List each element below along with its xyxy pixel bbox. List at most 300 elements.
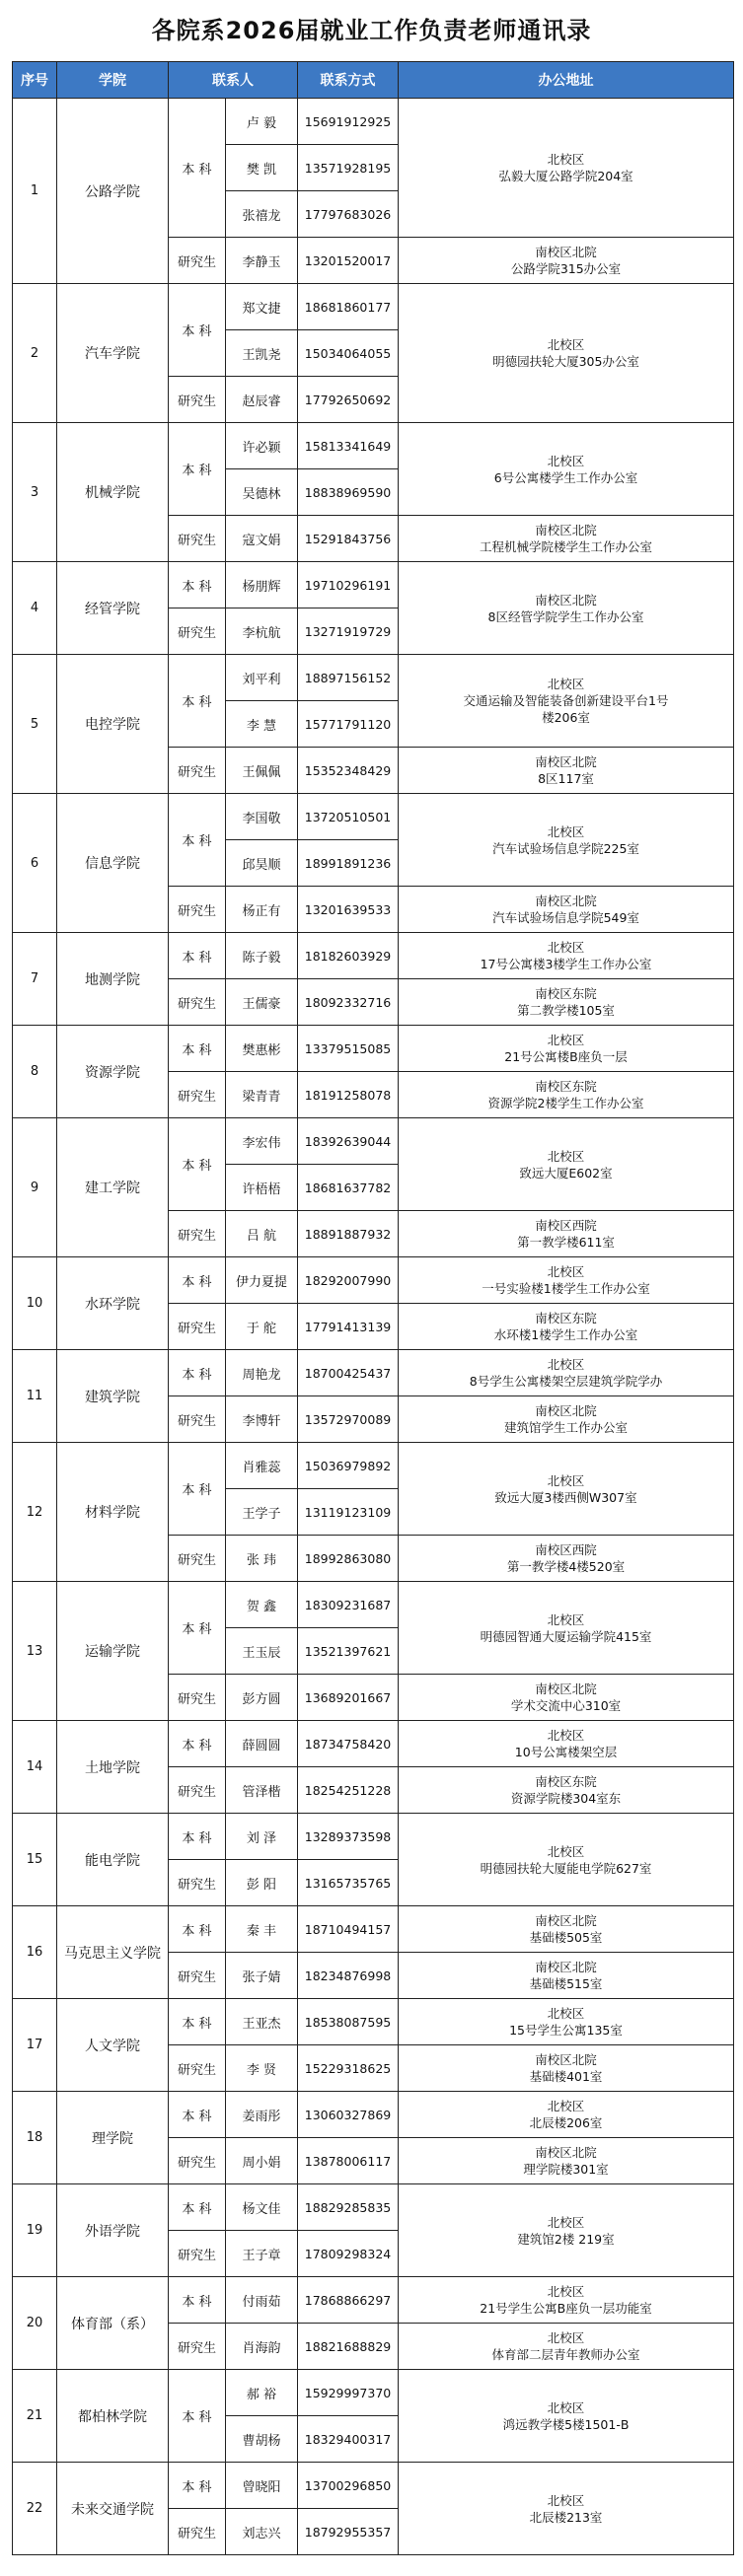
contact-name: 张禧龙 — [226, 191, 298, 238]
address-line: 南校区北院 — [535, 1682, 597, 1696]
program-type: 本 科 — [169, 284, 226, 377]
college-name: 机械学院 — [57, 423, 169, 562]
table-row — [13, 2092, 734, 2138]
contact-name: 李静玉 — [226, 238, 298, 284]
contact-name: 肖雅蕊 — [226, 1443, 298, 1489]
address-line: 北校区 — [547, 1843, 585, 1859]
office-address — [399, 1443, 734, 1536]
office-address — [399, 1906, 734, 1953]
program-type: 研究生 — [169, 1396, 226, 1443]
contact-phone: 18891887932 — [298, 1211, 399, 1257]
row-index: 4 — [13, 562, 57, 655]
contact-name: 李博轩 — [226, 1396, 298, 1443]
program-type: 研究生 — [169, 1767, 226, 1814]
program-type: 本 科 — [169, 933, 226, 979]
college-name: 电控学院 — [57, 655, 169, 794]
address-line: 资源学院楼304室东 — [510, 1791, 622, 1806]
contact-phone: 15036979892 — [298, 1443, 399, 1489]
contact-name: 薛圆圆 — [226, 1721, 298, 1767]
office-address — [399, 1953, 734, 1999]
address-line: 北校区 — [547, 823, 585, 839]
address-line: 第二教学楼105室 — [517, 1003, 615, 1018]
row-index: 18 — [13, 2092, 57, 2184]
contact-name: 曾晓阳 — [226, 2463, 298, 2509]
office-address — [399, 2184, 734, 2277]
address-line: 南校区北院 — [535, 523, 597, 537]
contact-phone: 18710494157 — [298, 1906, 399, 1953]
contact-name: 王子章 — [226, 2231, 298, 2277]
address-line: 21号公寓楼B座负一层 — [504, 1049, 628, 1064]
office-address — [399, 2324, 734, 2370]
address-line: 体育部二层青年教师办公室 — [491, 2347, 640, 2362]
college-name: 公路学院 — [57, 99, 169, 284]
address-line: 北校区 — [547, 337, 585, 352]
address-line: 建筑馆2楼 219室 — [517, 2231, 615, 2247]
office-address — [399, 1721, 734, 1767]
program-type: 研究生 — [169, 1536, 226, 1582]
contact-name: 伊力夏提 — [226, 1257, 298, 1304]
contact-phone: 15771791120 — [298, 701, 399, 748]
contact-name: 樊惠彬 — [226, 1026, 298, 1072]
program-type: 研究生 — [169, 608, 226, 655]
address-line: 楼206室 — [542, 710, 590, 725]
address-line: 汽车试验场信息学院549室 — [492, 910, 639, 925]
program-type: 研究生 — [169, 1953, 226, 1999]
contact-name: 付雨茹 — [226, 2277, 298, 2324]
contact-phone: 13201639533 — [298, 887, 399, 933]
contact-name: 王凯尧 — [226, 330, 298, 377]
table-row — [13, 1443, 734, 1489]
program-type: 本 科 — [169, 1721, 226, 1767]
address-line: 鸿远教学楼5楼1501-B — [502, 2416, 630, 2432]
program-type: 本 科 — [169, 1999, 226, 2045]
contact-phone: 18838969590 — [298, 469, 399, 516]
college-name: 马克思主义学院 — [57, 1906, 169, 1999]
table-row — [13, 1118, 734, 1165]
contact-name: 寇文娟 — [226, 516, 298, 562]
address-line: 工程机械学院楼学生工作办公室 — [479, 539, 652, 554]
contact-phone: 13201520017 — [298, 238, 399, 284]
row-index: 10 — [13, 1257, 57, 1350]
address-line: 北校区 — [547, 2399, 585, 2415]
contact-name: 吴德林 — [226, 469, 298, 516]
table-row — [13, 2277, 734, 2324]
office-address — [399, 2045, 734, 2092]
address-line: 北校区 — [547, 1611, 585, 1627]
program-type: 本 科 — [169, 423, 226, 516]
office-address — [399, 1304, 734, 1350]
address-line: 弘毅大厦公路学院204室 — [498, 169, 633, 183]
table-row — [13, 1721, 734, 1767]
table-row — [13, 794, 734, 840]
contact-name: 王学子 — [226, 1489, 298, 1536]
header-index: 序号 — [13, 62, 57, 99]
row-index: 6 — [13, 794, 57, 933]
program-type: 研究生 — [169, 238, 226, 284]
contact-phone: 15813341649 — [298, 423, 399, 469]
college-name: 土地学院 — [57, 1721, 169, 1814]
contact-phone: 18734758420 — [298, 1721, 399, 1767]
row-index: 13 — [13, 1582, 57, 1721]
office-address — [399, 1026, 734, 1072]
table-row — [13, 423, 734, 469]
college-name: 地测学院 — [57, 933, 169, 1026]
office-address — [399, 794, 734, 887]
office-address — [399, 516, 734, 562]
row-index: 22 — [13, 2463, 57, 2555]
program-type: 研究生 — [169, 516, 226, 562]
college-name: 经管学院 — [57, 562, 169, 655]
row-index: 11 — [13, 1350, 57, 1443]
table-row — [13, 2184, 734, 2231]
contact-phone: 18681860177 — [298, 284, 399, 330]
office-address — [399, 238, 734, 284]
college-name: 材料学院 — [57, 1443, 169, 1582]
program-type: 本 科 — [169, 1814, 226, 1860]
program-type: 本 科 — [169, 1443, 226, 1536]
program-type: 研究生 — [169, 748, 226, 794]
contact-name: 杨正有 — [226, 887, 298, 933]
office-address — [399, 1118, 734, 1211]
program-type: 本 科 — [169, 2463, 226, 2509]
header-contact: 联系人 — [169, 62, 298, 99]
contact-name: 吕 航 — [226, 1211, 298, 1257]
address-line: 第一教学楼611室 — [517, 1235, 615, 1250]
row-index: 15 — [13, 1814, 57, 1906]
contact-phone: 13521397621 — [298, 1628, 399, 1675]
college-name: 建筑学院 — [57, 1350, 169, 1443]
table-row — [13, 655, 734, 701]
address-line: 交通运输及智能装备创新建设平台1号 — [463, 693, 669, 708]
table-row — [13, 1257, 734, 1304]
contact-phone: 15929997370 — [298, 2370, 399, 2416]
address-line: 北辰楼213室 — [529, 2509, 603, 2525]
office-address — [399, 2277, 734, 2324]
contact-phone: 13878006117 — [298, 2138, 399, 2184]
table-row — [13, 1814, 734, 1860]
address-line: 资源学院2楼学生工作办公室 — [487, 1096, 644, 1110]
contact-name: 张子婧 — [226, 1953, 298, 1999]
contact-phone: 17797683026 — [298, 191, 399, 238]
contact-phone: 18897156152 — [298, 655, 399, 701]
program-type: 本 科 — [169, 2277, 226, 2324]
contact-phone: 19710296191 — [298, 562, 399, 608]
address-line: 北校区 — [547, 2284, 585, 2299]
address-line: 21号学生公寓B座负一层功能室 — [480, 2301, 652, 2316]
contact-phone: 18538087595 — [298, 1999, 399, 2045]
contact-name: 赵辰睿 — [226, 377, 298, 423]
row-index: 14 — [13, 1721, 57, 1814]
table-row — [13, 1999, 734, 2045]
contact-phone: 18092332716 — [298, 979, 399, 1026]
program-type: 本 科 — [169, 2092, 226, 2138]
contact-name: 曹胡杨 — [226, 2416, 298, 2463]
address-line: 北校区 — [547, 677, 585, 691]
office-address — [399, 2370, 734, 2463]
address-line: 南校区北院 — [535, 245, 597, 259]
address-line: 明德园扶轮大厦305办公室 — [492, 354, 639, 369]
contact-name: 郝 裕 — [226, 2370, 298, 2416]
table-row — [13, 1582, 734, 1628]
contact-name: 王佩佩 — [226, 748, 298, 794]
program-type: 研究生 — [169, 2509, 226, 2555]
program-type: 本 科 — [169, 99, 226, 238]
address-line: 8区经管学院学生工作办公室 — [487, 608, 644, 624]
table-row — [13, 1026, 734, 1072]
table-row — [13, 1906, 734, 1953]
address-line: 6号公寓楼学生工作办公室 — [493, 469, 638, 485]
address-line: 南校区北院 — [535, 592, 597, 608]
row-index: 16 — [13, 1906, 57, 1999]
program-type: 研究生 — [169, 887, 226, 933]
program-type: 本 科 — [169, 562, 226, 608]
table-header-row — [13, 62, 734, 99]
contact-phone: 15352348429 — [298, 748, 399, 794]
header-college: 学院 — [57, 62, 169, 99]
college-name: 信息学院 — [57, 794, 169, 933]
address-line: 北校区 — [547, 152, 585, 167]
contact-phone: 18182603929 — [298, 933, 399, 979]
office-address — [399, 2138, 734, 2184]
address-line: 一号实验楼1楼学生工作办公室 — [482, 1281, 650, 1296]
office-address — [399, 933, 734, 979]
contact-phone: 13165735765 — [298, 1860, 399, 1906]
address-line: 北校区 — [547, 2492, 585, 2508]
contact-phone: 13689201667 — [298, 1675, 399, 1721]
address-line: 南校区北院 — [535, 754, 597, 769]
address-line: 北校区 — [547, 1033, 585, 1047]
contact-phone: 13289373598 — [298, 1814, 399, 1860]
address-line: 南校区北院 — [535, 2052, 597, 2067]
address-line: 明德园扶轮大厦能电学院627室 — [480, 1860, 652, 1876]
program-type: 本 科 — [169, 2370, 226, 2463]
row-index: 7 — [13, 933, 57, 1026]
address-line: 北校区 — [547, 1148, 585, 1164]
address-line: 基础楼505室 — [529, 1930, 603, 1945]
contact-phone: 13571928195 — [298, 145, 399, 191]
address-line: 北校区 — [547, 1264, 585, 1279]
address-line: 南校区西院 — [535, 1218, 597, 1233]
address-line: 致远大厦3楼西侧W307室 — [494, 1489, 637, 1505]
program-type: 研究生 — [169, 1675, 226, 1721]
office-address — [399, 2092, 734, 2138]
address-line: 17号公寓楼3楼学生工作办公室 — [480, 957, 652, 971]
table-row — [13, 99, 734, 145]
address-line: 8区117室 — [538, 771, 594, 786]
contact-name: 管泽楷 — [226, 1767, 298, 1814]
program-type: 本 科 — [169, 794, 226, 887]
office-address — [399, 979, 734, 1026]
contact-name: 肖海韵 — [226, 2324, 298, 2370]
address-line: 建筑馆学生工作办公室 — [503, 1420, 628, 1435]
office-address — [399, 423, 734, 516]
contact-phone: 13379515085 — [298, 1026, 399, 1072]
program-type: 研究生 — [169, 2045, 226, 2092]
contact-name: 刘 泽 — [226, 1814, 298, 1860]
contact-phone: 18329400317 — [298, 2416, 399, 2463]
contact-name: 李宏伟 — [226, 1118, 298, 1165]
row-index: 5 — [13, 655, 57, 794]
contact-phone: 18992863080 — [298, 1536, 399, 1582]
address-line: 南校区东院 — [535, 1774, 597, 1789]
address-line: 南校区北院 — [535, 894, 597, 908]
address-line: 15号学生公寓135室 — [509, 2023, 623, 2038]
contact-name: 陈子毅 — [226, 933, 298, 979]
contact-phone: 13700296850 — [298, 2463, 399, 2509]
table-row — [13, 562, 734, 608]
contact-name: 贺 鑫 — [226, 1582, 298, 1628]
contact-phone: 18991891236 — [298, 840, 399, 887]
contact-name: 李 贤 — [226, 2045, 298, 2092]
program-type: 本 科 — [169, 1118, 226, 1211]
contact-phone: 13720510501 — [298, 794, 399, 840]
address-line: 北校区 — [547, 2330, 585, 2345]
office-address — [399, 99, 734, 238]
contact-name: 周小娟 — [226, 2138, 298, 2184]
college-name: 都柏林学院 — [57, 2370, 169, 2463]
address-line: 南校区东院 — [535, 1311, 597, 1325]
row-index: 3 — [13, 423, 57, 562]
contact-name: 李杭航 — [226, 608, 298, 655]
college-name: 资源学院 — [57, 1026, 169, 1118]
contact-name: 许必颖 — [226, 423, 298, 469]
contact-name: 秦 丰 — [226, 1906, 298, 1953]
address-line: 汽车试验场信息学院225室 — [492, 840, 639, 856]
office-address — [399, 1582, 734, 1675]
address-line: 明德园智通大厦运输学院415室 — [480, 1628, 652, 1644]
office-address — [399, 1257, 734, 1304]
program-type: 本 科 — [169, 1257, 226, 1304]
contact-phone: 18792955357 — [298, 2509, 399, 2555]
office-address — [399, 1767, 734, 1814]
program-type: 研究生 — [169, 1211, 226, 1257]
address-line: 北校区 — [547, 1728, 585, 1743]
contact-phone: 17868866297 — [298, 2277, 399, 2324]
contact-phone: 18829285835 — [298, 2184, 399, 2231]
contact-phone: 13060327869 — [298, 2092, 399, 2138]
contact-phone: 18292007990 — [298, 1257, 399, 1304]
row-index: 19 — [13, 2184, 57, 2277]
contact-name: 刘志兴 — [226, 2509, 298, 2555]
address-line: 南校区东院 — [535, 1079, 597, 1094]
contact-phone: 13271919729 — [298, 608, 399, 655]
contact-phone: 18309231687 — [298, 1582, 399, 1628]
address-line: 北校区 — [547, 940, 585, 955]
contact-name: 李 慧 — [226, 701, 298, 748]
row-index: 8 — [13, 1026, 57, 1118]
program-type: 研究生 — [169, 2231, 226, 2277]
address-line: 基础楼401室 — [529, 2069, 603, 2084]
address-line: 水环楼1楼学生工作办公室 — [493, 1327, 638, 1342]
address-line: 理学院楼301室 — [523, 2162, 609, 2177]
program-type: 本 科 — [169, 1026, 226, 1072]
address-line: 南校区北院 — [535, 1403, 597, 1418]
contact-phone: 15034064055 — [298, 330, 399, 377]
program-type: 研究生 — [169, 1072, 226, 1118]
program-type: 研究生 — [169, 2324, 226, 2370]
header-address: 办公地址 — [399, 62, 734, 99]
program-type: 本 科 — [169, 655, 226, 748]
college-name: 建工学院 — [57, 1118, 169, 1257]
address-line: 北校区 — [547, 453, 585, 468]
contact-name: 李国敬 — [226, 794, 298, 840]
program-type: 研究生 — [169, 1860, 226, 1906]
contact-name: 于 舵 — [226, 1304, 298, 1350]
office-address — [399, 887, 734, 933]
contact-phone: 17791413139 — [298, 1304, 399, 1350]
page-title: 各院系2026届就业工作负责老师通讯录 — [151, 17, 592, 44]
address-line: 北校区 — [547, 2214, 585, 2230]
office-address — [399, 562, 734, 655]
table-body — [13, 99, 734, 2555]
contact-phone: 15691912925 — [298, 99, 399, 145]
address-line: 学术交流中心310室 — [510, 1698, 622, 1713]
address-line: 致远大厦E602室 — [519, 1165, 613, 1181]
program-type: 研究生 — [169, 979, 226, 1026]
row-index: 21 — [13, 2370, 57, 2463]
program-type: 研究生 — [169, 377, 226, 423]
address-line: 南校区北院 — [535, 2145, 597, 2160]
program-type: 研究生 — [169, 1304, 226, 1350]
office-address — [399, 748, 734, 794]
address-line: 北校区 — [547, 2006, 585, 2021]
office-address — [399, 1536, 734, 1582]
contact-phone: 18234876998 — [298, 1953, 399, 1999]
office-address — [399, 1675, 734, 1721]
office-address — [399, 1211, 734, 1257]
address-line: 北辰楼206室 — [529, 2115, 603, 2130]
office-address — [399, 1814, 734, 1906]
contact-phone: 15291843756 — [298, 516, 399, 562]
address-line: 第一教学楼4楼520室 — [506, 1559, 626, 1574]
row-index: 2 — [13, 284, 57, 423]
office-address — [399, 1072, 734, 1118]
table-row — [13, 1350, 734, 1396]
college-name: 理学院 — [57, 2092, 169, 2184]
contact-name: 樊 凯 — [226, 145, 298, 191]
address-line: 北校区 — [547, 1472, 585, 1488]
college-name: 人文学院 — [57, 1999, 169, 2092]
contact-name: 郑文捷 — [226, 284, 298, 330]
row-index: 12 — [13, 1443, 57, 1582]
college-name: 运输学院 — [57, 1582, 169, 1721]
college-name: 体育部（系） — [57, 2277, 169, 2370]
college-name: 未来交通学院 — [57, 2463, 169, 2555]
address-line: 北校区 — [547, 2099, 585, 2113]
table-row — [13, 2463, 734, 2509]
college-name: 能电学院 — [57, 1814, 169, 1906]
row-index: 9 — [13, 1118, 57, 1257]
address-line: 8号学生公寓楼架空层建筑学院学办 — [469, 1374, 663, 1389]
contact-name: 彭方圆 — [226, 1675, 298, 1721]
contact-phone: 17809298324 — [298, 2231, 399, 2277]
contact-phone: 17792650692 — [298, 377, 399, 423]
header-phone: 联系方式 — [298, 62, 399, 99]
contact-phone: 18191258078 — [298, 1072, 399, 1118]
address-line: 南校区北院 — [535, 1913, 597, 1928]
contact-name: 邱昊顺 — [226, 840, 298, 887]
address-line: 北校区 — [547, 1357, 585, 1372]
contact-name: 姜雨彤 — [226, 2092, 298, 2138]
office-address — [399, 655, 734, 748]
address-line: 南校区西院 — [535, 1542, 597, 1557]
address-line: 基础楼515室 — [529, 1976, 603, 1991]
contact-name: 王儒豪 — [226, 979, 298, 1026]
program-type: 本 科 — [169, 2184, 226, 2231]
contact-phone: 18700425437 — [298, 1350, 399, 1396]
contact-name: 梁青青 — [226, 1072, 298, 1118]
address-line: 10号公寓楼架空层 — [514, 1745, 618, 1759]
